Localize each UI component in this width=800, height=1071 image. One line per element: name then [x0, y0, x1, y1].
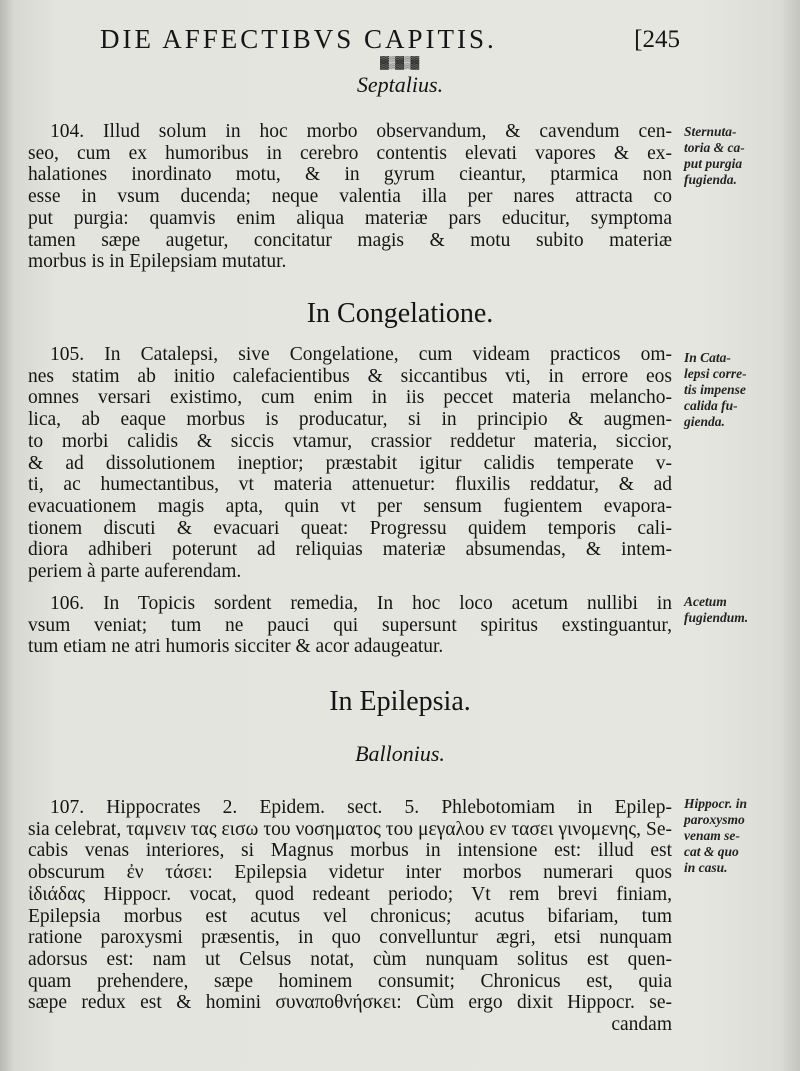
- margin-note-catalepsi: [684, 350, 794, 430]
- margin-note-line: put purgia: [684, 156, 743, 171]
- text-line: to morbi calidis & siccis vtamur, crassior reddetur materia, siccior,: [28, 430, 672, 452]
- margin-note-acetum: [684, 594, 794, 626]
- text-line: evacuationem magis apta, quin vt per sensum fugientem evapora-: [28, 495, 672, 517]
- section-heading-epilepsia: In Epilepsia.: [329, 686, 471, 717]
- text-line: tionem discuti & evacuari queat: Progressu quidem temporis cali-: [28, 517, 672, 539]
- margin-note-hippocr: [684, 796, 794, 876]
- text-line: 105. In Catalepsi, sive Congelatione, cum videam practicos om-: [50, 344, 672, 365]
- text-line: adorsus est: nam ut Celsus notat, cùm nunquam solitus est quen-: [28, 948, 672, 970]
- margin-note-line: cat & quo: [684, 844, 739, 859]
- section-heading-congelatione: In Congelatione.: [306, 298, 494, 329]
- text-line: & ad dissolutionem ineptior; præstabit igitur calidis temperate v-: [28, 452, 672, 474]
- text-line: ratione paroxysmi præsentis, in quo convelluntur ægri, etsi nunquam: [28, 927, 672, 949]
- margin-note-line: in casu.: [684, 860, 728, 875]
- text-line: esse in vsum ducenda; neque valentia illa per nares attracta co: [28, 186, 672, 208]
- printer-ornament: ▓▒▓▒▓: [380, 55, 419, 69]
- text-line: diora adhiberi poterunt ad reliquias materiæ absumendas, & intem-: [28, 539, 672, 561]
- margin-note-line: Hippocr. in: [684, 796, 748, 811]
- margin-note-line: toria & ca-: [684, 140, 745, 155]
- margin-note-line: fugienda.: [684, 172, 737, 187]
- margin-note-line: fugiendum.: [684, 610, 749, 625]
- text-line: ἰδιάδας Hippocr. vocat, quod redeant periodo; Vt rem brevi finiam,: [28, 883, 672, 905]
- margin-note-line: venam se-: [684, 828, 740, 843]
- paragraph-107: [28, 797, 672, 1036]
- margin-note-line: In Cata-: [684, 350, 731, 365]
- text-line: sia celebrat, ταμνειν τας εισω του νοσηματος του μεγαλου εν τασει γινομενης, Se-: [28, 818, 672, 840]
- text-line: Epilepsia morbus est acutus vel chronicus; acutus bifariam, tum: [28, 905, 672, 927]
- text-line: morbus is in Epilepsiam mutatur.: [28, 251, 287, 273]
- text-line: candam: [611, 1014, 672, 1036]
- margin-note-line: paroxysmo: [684, 812, 745, 827]
- margin-note-line: tis impense: [684, 382, 746, 397]
- text-line: tamen sæpe augetur, concitatur magis & motu subito materiæ: [28, 229, 672, 251]
- margin-note-line: Sternuta-: [684, 124, 737, 139]
- margin-note-line: gienda.: [684, 414, 725, 429]
- text-line: obscurum ἐν τάσει: Epilepsia videtur inter morbos numerari quos: [28, 862, 672, 884]
- text-line: periem à parte auferendam.: [28, 561, 242, 583]
- text-line: nes statim ab initio calefacientibus & siccantibus vti, in errore eos: [28, 365, 672, 387]
- text-line: put purgia: quamvis enim aliqua materiæ pars educitur, symptoma: [28, 207, 672, 229]
- paragraph-106: [28, 593, 672, 658]
- author-heading-septalius: Septalius.: [356, 72, 444, 97]
- margin-note-line: lepsi corre-: [684, 366, 747, 381]
- text-line: 106. In Topicis sordent remedia, In hoc loco acetum nullibi in: [50, 593, 672, 614]
- margin-note-line: Acetum: [684, 594, 727, 609]
- paragraph-104: [28, 121, 672, 273]
- text-line: vsum veniat; tum ne pauci qui supersunt spiritus exstinguantur,: [28, 614, 672, 636]
- text-line: omnes versari existimo, cum enim in iis peccet materia melancho-: [28, 387, 672, 409]
- text-line: cabis venas interiores, si Magnus morbus in intensione est: illud est: [28, 840, 672, 862]
- text-line: 107. Hippocrates 2. Epidem. sect. 5. Phlebotomiam in Epilep-: [50, 797, 672, 818]
- text-line: 104. Illud solum in hoc morbo observandum, & cavendum cen-: [50, 121, 672, 142]
- paragraph-105: [28, 344, 672, 583]
- text-line: quam prehendere, sæpe hominem consumit; Chronicus est, quia: [28, 970, 672, 992]
- running-title: DIE AFFECTIBVS CAPITIS.: [100, 24, 497, 54]
- margin-note-sternutatoria: [684, 124, 794, 188]
- text-line: seo, cum ex humoribus in cerebro contentis elevati vapores & ex-: [28, 142, 672, 164]
- page-number: [245: [634, 26, 680, 53]
- text-line: ti, ac humectantibus, vt materia attenuetur: fluxilis reddatur, & ad: [28, 474, 672, 496]
- margin-note-line: calida fu-: [684, 398, 738, 413]
- text-line: halationes inordinato motu, & in gyrum cieantur, ptarmica non: [28, 164, 672, 186]
- author-heading-ballonius: Ballonius.: [355, 741, 445, 766]
- text-line: lica, ab eaque morbus is producatur, si in principio & augmen-: [28, 409, 672, 431]
- text-line: tum etiam ne atri humoris sicciter & acor adaugeatur.: [28, 636, 444, 658]
- text-line: sæpe redux est & homini συναποθνήσκει: Cùm ergo dixit Hippocr. se-: [28, 992, 672, 1014]
